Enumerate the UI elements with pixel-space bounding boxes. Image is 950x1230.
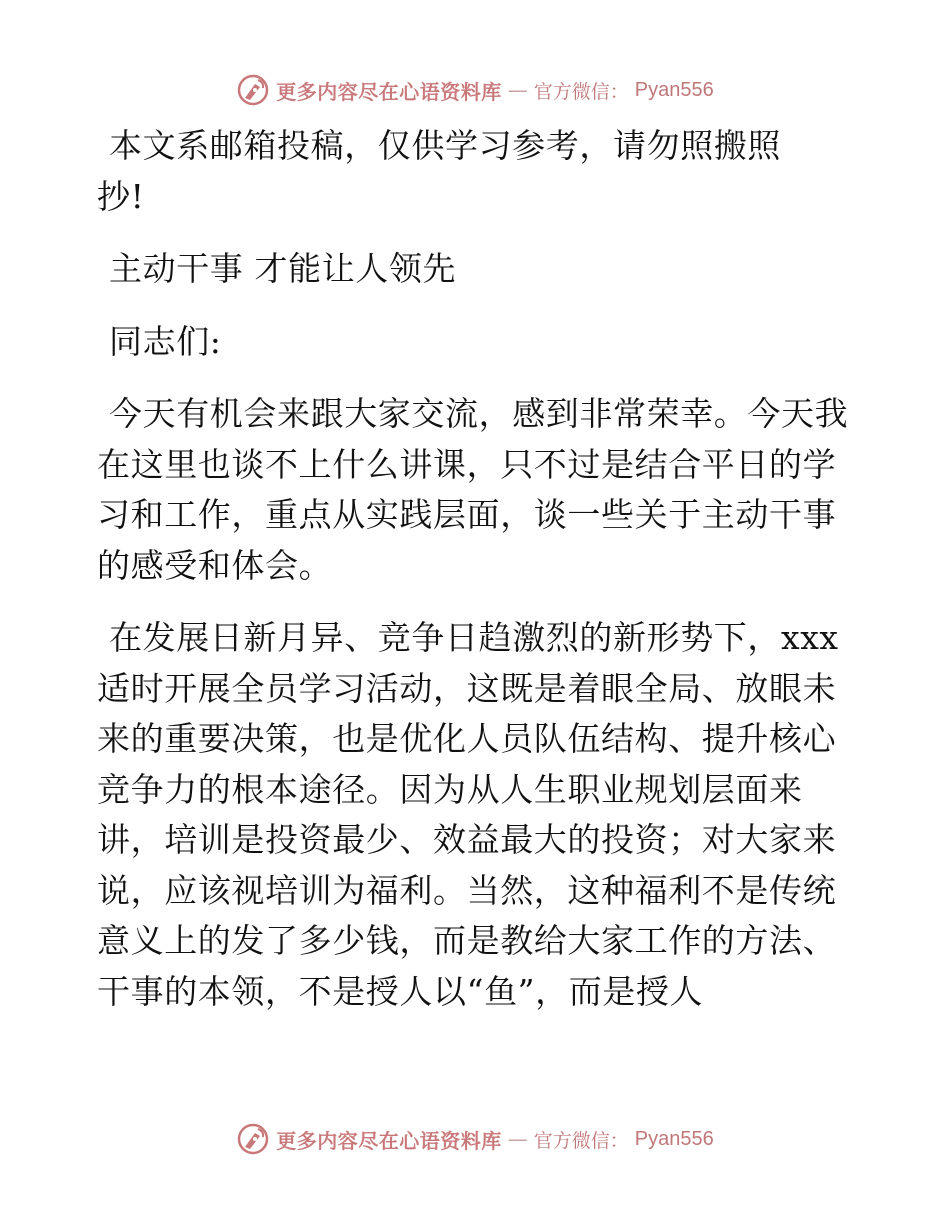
document-notice: 本文系邮箱投稿，仅供学习参考，请勿照搬照抄! — [97, 126, 781, 216]
document-body — [97, 121, 857, 1039]
header-watermark — [0, 70, 950, 110]
pen-nib-logo-icon — [236, 73, 270, 107]
watermark-wechat-id: Pyan556 — [634, 1127, 714, 1150]
watermark-separator: — — [507, 78, 528, 102]
pen-nib-logo-icon — [236, 1122, 270, 1156]
watermark-brand: 更多内容尽在心语资料库 — [276, 79, 502, 104]
watermark-label: 官方微信： — [533, 80, 629, 103]
document-title: 主动干事 才能让人领先 — [109, 249, 457, 288]
document-paragraph: 今天有机会来跟大家交流，感到非常荣幸。今天我在这里也谈不上什么讲课，只不过是结合平日的学习和工作，重点从实践层面，谈一些关于主动干事的感受和体会。 — [97, 394, 849, 585]
document-salutation: 同志们: — [109, 321, 222, 361]
watermark-separator: — — [507, 1127, 528, 1151]
document-paragraph: 在发展日新月异、竞争日趋激烈的新形势下，xxx适时开展全员学习活动，这既是着眼全局、放眼未来的重要决策，也是优化人员队伍结构、提升核心竞争力的根本途径。因为从人生职业规划层面来讲，培训是投资最少、效益最大的投资；对大家来说，应该视培训为福利。当然，这种福利不是传统意义上的发了多少钱，而是教给大家工作的方法、干事的本领，不是授人以“鱼”，而是授人 — [97, 618, 839, 1011]
watermark-wechat-id: Pyan556 — [634, 78, 714, 101]
watermark-brand: 更多内容尽在心语资料库 — [276, 1128, 502, 1153]
footer-watermark — [0, 1119, 950, 1159]
watermark-label: 官方微信： — [533, 1129, 629, 1152]
